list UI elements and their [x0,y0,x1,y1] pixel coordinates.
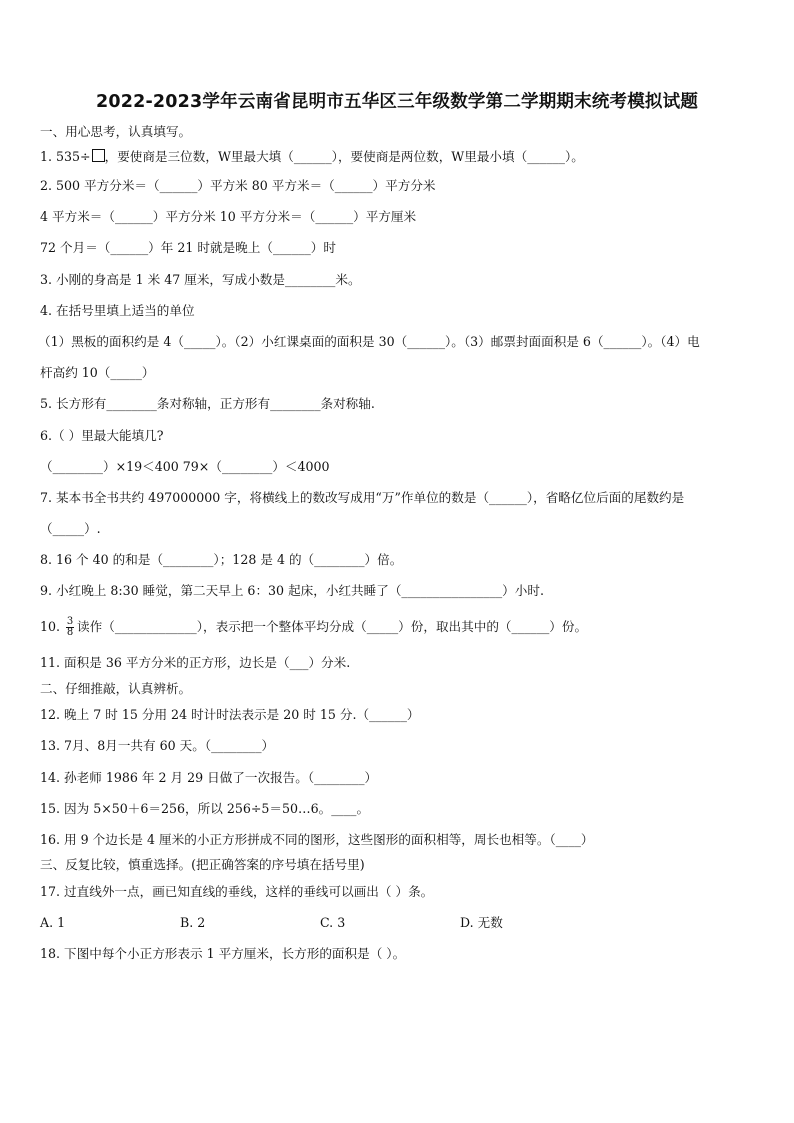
question-4-line-3: 杆高约 10（_____） [40,365,155,380]
question-14: 14. 孙老师 1986 年 2 月 29 日做了一次报告。（________） [40,770,378,785]
question-10-text: 读作（_____________），表示把一个整体平均分成（_____）份，取出其中的（______）份。 [77,619,588,634]
section-heading-3: 三、反复比较，慎重选择。(把正确答案的序号填在括号里) [40,857,365,872]
section-heading-2: 二、仔细推敲，认真辨析。 [40,681,192,696]
question-2-line-2: 4 平方米＝（______）平方分米 10 平方分米＝（______）平方厘米 [40,209,417,224]
fraction-numerator: 3 [66,616,74,627]
question-16: 16. 用 9 个边长是 4 厘米的小正方形拼成不同的图形，这些图形的面积相等，周长也相等。（____） [40,832,594,847]
question-17-options [40,915,503,931]
option-b: B. 2 [180,915,206,930]
question-1-part-a: 1. 535÷ [40,149,91,164]
question-11: 11. 面积是 36 平方分米的正方形，边长是（___）分米. [40,655,351,670]
page-title: 2022-2023学年云南省昆明市五华区三年级数学第二学期期末统考模拟试题 [95,92,699,112]
question-4-line-1: 4. 在括号里填上适当的单位 [40,303,195,318]
question-13: 13. 7月、8月一共有 60 天。（________） [40,738,275,753]
section-heading-1: 一、用心思考，认真填写。 [40,124,192,139]
question-8: 8. 16 个 40 的和是（________）；128 是 4 的（________）倍。 [40,552,403,567]
question-1 [40,149,584,165]
question-10 [40,617,587,638]
option-c: C. 3 [320,915,346,930]
question-17-stem: 17. 过直线外一点，画已知直线的垂线，这样的垂线可以画出（ ）条。 [40,884,434,899]
question-2-line-1: 2. 500 平方分米＝（______）平方米 80 平方米＝（______）平方分米 [40,178,436,193]
question-6-line-2: （________）×19＜400 79×（________）＜4000 [40,459,330,474]
question-15: 15. 因为 5×50＋6＝256，所以 256÷5＝50…6。____。 [40,801,370,816]
question-12: 12. 晚上 7 时 15 分用 24 时计时法表示是 20 时 15 分.（______） [40,707,420,722]
fraction-denominator: 8 [66,627,74,638]
option-a: A. 1 [40,915,66,930]
question-3: 3. 小刚的身高是 1 米 47 厘米，写成小数是________米。 [40,272,361,287]
question-1-part-b: ，要使商是三位数，W里最大填（______），要使商是两位数，W里最小填（______）。 [104,149,584,164]
fraction-three-eighths [66,617,74,638]
question-9: 9. 小红晚上 8:30 睡觉，第二天早上 6：30 起床，小红共睡了（________________）小时. [40,583,544,598]
question-7-line-1: 7. 某本书全书共约 497000000 字，将横线上的数改写成用“万”作单位的数是（______），省略亿位后面的尾数约是 [40,490,685,505]
question-10-number: 10. [40,619,61,634]
question-6-line-1: 6.（ ）里最大能填几? [40,428,164,443]
option-d: D. 无数 [460,915,503,930]
question-2-line-3: 72 个月＝（______）年 21 时就是晚上（______）时 [40,240,336,255]
question-4-line-2: （1）黑板的面积约是 4（_____）。（2）小红课桌面的面积是 30（______）。（3）邮票封面面积是 6（______）。（4）电 [38,334,700,349]
blank-square-icon [92,149,105,162]
question-18: 18. 下图中每个小正方形表示 1 平方厘米，长方形的面积是（ ）。 [40,946,406,961]
question-7-line-2: （_____）. [40,521,101,536]
question-5: 5. 长方形有________条对称轴，正方形有________条对称轴. [40,396,375,411]
